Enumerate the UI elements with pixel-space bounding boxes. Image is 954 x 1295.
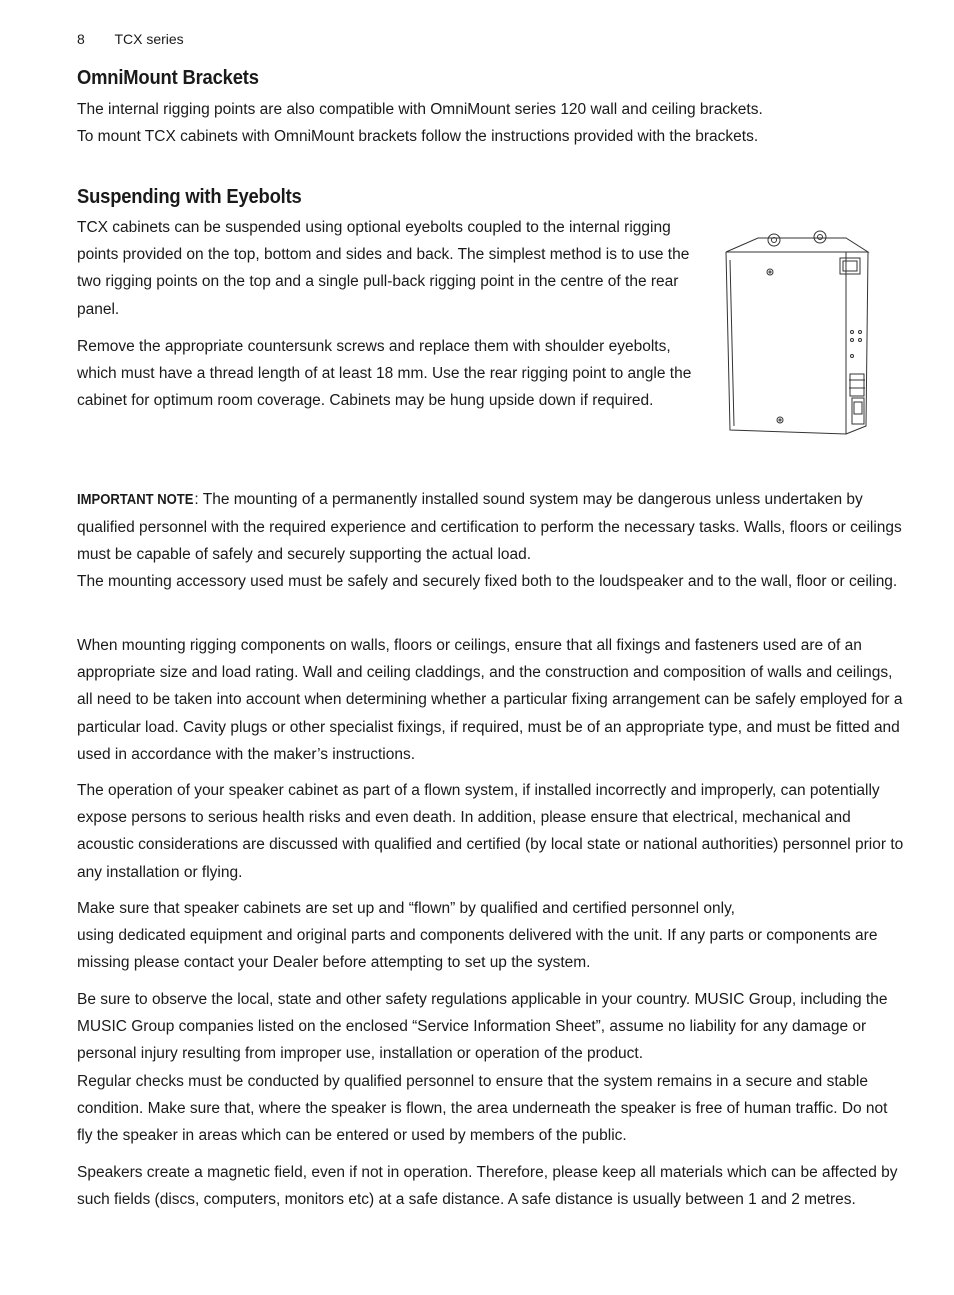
flown-paragraph-line-2: using dedicated equipment and original parts and components delivered with the unit. If any parts or components are missing please contact your Dealer before attempting to set up the system. bbox=[77, 927, 878, 972]
operation-paragraph: The operation of your speaker cabinet as part of a flown system, if installed incorrectly and improperly, can potentially expose persons to serious health risks and even death. In addition, please ensure that electrical, mechanical and acoustic considerations are discussed with qualified and certified (by local state or national authorities) personnel prior to any installation or flying. bbox=[77, 782, 904, 881]
omnimount-line-1: The internal rigging points are also compatible with OmniMount series 120 wall and ceiling brackets. bbox=[77, 101, 763, 118]
important-note-text: : The mounting of a permanently installed sound system may be dangerous unless undertaken by qualified personnel with the required experience and certification to perform the necessary tasks. Walls, floors or ceilings must be capable of safely and securely supporting the actual load. bbox=[77, 491, 902, 564]
heading-eyebolts: Suspending with Eyebolts bbox=[77, 186, 302, 208]
magnetic-field-paragraph: Speakers create a magnetic field, even if not in operation. Therefore, please keep all materials which can be affected by such fields (discs, computers, monitors etc) at a safe distance. A safe distance is usually between 1 and 2 metres. bbox=[77, 1164, 898, 1209]
heading-omnimount: OmniMount Brackets bbox=[77, 67, 259, 89]
page-number: 8 bbox=[77, 31, 85, 47]
document-title: TCX series bbox=[114, 31, 184, 47]
eyebolts-paragraph-2: Remove the appropriate countersunk screws and replace them with shoulder eyebolts, which must have a thread length of at least 18 mm. Use the rear rigging point to angle the cabinet for optimum room coverage. Cabinets may be hung upside down if required. bbox=[77, 338, 692, 410]
regular-checks-paragraph: Regular checks must be conducted by qualified personnel to ensure that the system remains in a secure and stable condition. Make sure that, where the speaker is flown, the area underneath the speaker is free of human traffic. Do not fly the speaker in areas which can be entered or used by members of the public. bbox=[77, 1073, 888, 1145]
important-note-accessory: The mounting accessory used must be safely and securely fixed both to the loudspeaker and to the wall, floor or ceiling. bbox=[77, 573, 898, 590]
page-header bbox=[77, 31, 184, 47]
omnimount-line-2: To mount TCX cabinets with OmniMount brackets follow the instructions provided with the brackets. bbox=[77, 128, 759, 145]
regulations-paragraph: Be sure to observe the local, state and other safety regulations applicable in your country. MUSIC Group, including the MUSIC Group companies listed on the enclosed “Service Information Sheet”, assume no liability for any damage or personal injury resulting from improper use, installation or operation of the product. bbox=[77, 991, 888, 1063]
important-note-label: IMPORTANT NOTE bbox=[77, 492, 194, 508]
fixings-paragraph: When mounting rigging components on walls, floors or ceilings, ensure that all fixings and fasteners used are of an appropriate size and load rating. Wall and ceiling claddings, and the construction and composition of walls and ceilings, all need to be taken into account when determining whether a particular fixing arrangement can be safely employed for a particular load. Cavity plugs or other specialist fixings, if required, must be of an appropriate type, and must be fitted and used in accordance with the maker’s instructions. bbox=[77, 637, 903, 763]
eyebolts-paragraph-1: TCX cabinets can be suspended using optional eyebolts coupled to the internal rigging points provided on the top, bottom and sides and back. The simplest method is to use the two rigging points on the top and a single pull-back rigging point in the centre of the rear panel. bbox=[77, 219, 690, 318]
important-note-paragraph bbox=[77, 486, 907, 569]
speaker-cabinet-illustration bbox=[718, 230, 883, 442]
flown-paragraph-line-1: Make sure that speaker cabinets are set up and “flown” by qualified and certified personnel only, bbox=[77, 900, 735, 917]
